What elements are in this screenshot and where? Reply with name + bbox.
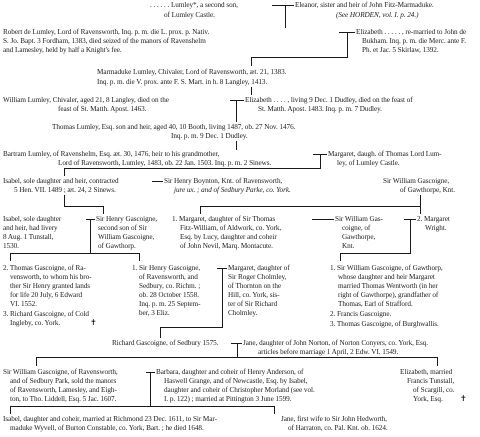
descent-line xyxy=(237,343,238,358)
bartram-lumley-line-1: Bartram Lumley, of Ravenshelm, Esq. æt. 30, 1476, heir to his grandmother, xyxy=(3,150,220,158)
descent-line xyxy=(236,141,237,150)
sir-william-gascoigne-line-1: Sir William Gascoigne, xyxy=(383,177,450,185)
robert-lumley-line-2: S. Jo. Bapt. 3 Fordham, 1383, died seized of the manors of Ravenshelm xyxy=(3,37,206,45)
elizabeth-wife-line-1: Elizabeth . . . . . , re-married to John de xyxy=(356,28,467,36)
margaret-lumley-line-2: ley, of Lumley Castle. xyxy=(337,159,400,167)
sir-william-gascoigne-2-line-2: coigne, of xyxy=(342,224,371,232)
isabel-wyvell-line-1: Isabel, daughter and coheir, married at Richmond 23 Dec. 1611, to Sir Mar- xyxy=(3,415,217,423)
descent-line xyxy=(36,357,438,358)
thomas-gascoigne-line-3: ther Sir Henry granted lands xyxy=(10,282,91,290)
marriage-line xyxy=(272,5,294,6)
descent-line xyxy=(285,5,286,28)
descent-line xyxy=(64,206,104,207)
sir-henry-line-2: second son of Sir xyxy=(98,224,147,232)
sir-henry-gascoigne-line-6: ber, 3 Eliz. xyxy=(139,309,170,317)
descent-line xyxy=(139,253,140,261)
descent-line xyxy=(36,357,37,366)
margaret-cholmley-line-4: Hill, co. York, sis- xyxy=(228,291,280,299)
cross-icon: ✝ xyxy=(90,318,97,327)
descent-line xyxy=(222,268,223,328)
sir-william-gawthorp-line-4: right of Gawthorpe), grandfather of xyxy=(338,291,439,299)
thomas-gascoigne-burghwallis: 3. Thomas Gascoigne, of Burghwallis. xyxy=(330,320,439,328)
sir-william-gawthorp-line-5: Thomas, Earl of Strafford. xyxy=(338,300,413,308)
elizabeth-tunstall-line-2: Francis Tunstall, xyxy=(407,377,455,385)
margaret-fitzwilliam-line-3: Esq. by Lucy, daughter and coheir xyxy=(180,233,277,241)
margaret-cholmley-line-2: Sir Roger Cholmley, xyxy=(228,273,287,281)
boynton-line-1: Sir Henry Boynton, Knt. of Ravensworth, xyxy=(164,177,283,185)
descent-line xyxy=(90,219,91,254)
descent-line xyxy=(320,154,321,168)
sir-henry-line-4: of Gawthorp. xyxy=(98,242,136,250)
descent-line xyxy=(236,100,237,122)
margaret-lumley-line-1: Margaret, daugh. of Thomas Lord Lum- xyxy=(328,150,442,158)
margaret-fitzwilliam-line-4: of John Nevil, Marq. Montacute. xyxy=(180,242,273,250)
isabel-line-2: 5 Hen. VII. 1489 ; æt. 24, 2 Sinews. xyxy=(14,186,116,194)
lumley-entry: . . . . . . Lumley*, a second son, xyxy=(150,1,238,9)
jane-hedworth-line-1: Jane, first wife to Sir John Hedworth, xyxy=(281,415,387,423)
descent-line xyxy=(347,32,348,57)
margaret-fitzwilliam-line-2: Fitz-William, of Aldwork, co. York, xyxy=(180,224,282,232)
margaret-cholmley-line-5: ter of Sir Richard xyxy=(228,300,278,308)
sir-william-gascoigne-2-line-4: Knt. xyxy=(342,242,355,250)
horden-reference: (See HORDEN, vol. I. p. 24.) xyxy=(336,11,419,19)
descent-line xyxy=(251,57,252,66)
sir-henry-gascoigne-line-1: 1. Sir Henry Gascoigne, xyxy=(132,264,201,272)
sir-william-gascoigne-line-2: of Gawthorpe, Knt. xyxy=(400,186,455,194)
sir-william-gawthorp-line-3: married Thomas Wentworth (in her xyxy=(338,282,438,290)
descent-line xyxy=(200,206,421,207)
descent-line xyxy=(10,253,140,254)
margaret-cholmley-line-1: Margaret, daughter of xyxy=(228,264,290,272)
sir-william-ravensworth-line-4: ton, to Tho. Liddell, Esq. 5 Jac. 1607. xyxy=(10,395,117,403)
thomas-gascoigne-line-2: vensworth, to whom his bro- xyxy=(10,273,92,281)
isabel-heir-line-2: and heir, had livery xyxy=(3,224,58,232)
marriage-line xyxy=(152,181,163,182)
descent-line xyxy=(10,406,11,414)
isabel-heir-line-3: 8 Aug. 1 Tunstall, xyxy=(3,233,54,241)
sir-william-ravensworth-line-2: and of Sedbury Park, sold the manors xyxy=(10,377,117,385)
descent-line xyxy=(437,357,438,366)
richard-gascoigne-sedbury: Richard Gascoigne, of Sedbury 1575. xyxy=(112,339,219,347)
descent-line xyxy=(103,206,104,214)
jane-norton-line-2: articles before marriage 1 April, 2 Edw. VI. 1549. xyxy=(258,348,399,356)
isabel-heir-line-1: Isabel, sole daughter xyxy=(3,215,62,223)
sir-william-gawthorp-line-1: 1. Sir William Gascoigne, of Gawthorp, xyxy=(330,264,443,272)
jane-hedworth-line-2: of Harraton, co. Pal. Knt. ob. 1624. xyxy=(288,424,388,432)
descent-line xyxy=(10,406,275,407)
richard-gascoigne-line-1: 3. Richard Gascoigne, of Cold xyxy=(3,310,89,318)
boynton-line-2: jure ux. ; and of Sedbury Parke, co. York. xyxy=(174,186,291,194)
sir-henry-line-3: William Gascoigne, xyxy=(98,233,155,241)
cross-icon: ✝ xyxy=(460,394,467,403)
descent-line xyxy=(420,206,421,214)
descent-line xyxy=(340,253,341,261)
sir-henry-gascoigne-line-4: ob. 28 October 1558. xyxy=(139,291,199,299)
sir-william-gascoigne-2-line-1: Sir William Gas- xyxy=(335,215,383,223)
margaret-fitzwilliam-line-1: 1. Margaret, daughter of Sir Thomas xyxy=(172,215,276,223)
thomas-lumley-line-2: Inq. p. m. 9 Dec. 1 Dudley. xyxy=(171,132,248,140)
robert-lumley-line-1: Robert de Lumley, Lord of Ravensworth, Inq. p. m. die L. prox. p. Nativ. xyxy=(3,28,210,36)
elizabeth-tunstall-line-4: York, Esq. xyxy=(413,395,443,403)
isabel-line-1: Isabel, sole daughter and heir, contracted xyxy=(3,177,119,185)
jane-norton-line-1: Jane, daughter of John Norton, of Norton Conyers, co. York, Esq. xyxy=(243,339,429,347)
descent-line xyxy=(251,87,252,95)
descent-line xyxy=(251,57,348,58)
descent-line xyxy=(64,168,65,176)
william-lumley-line-1: William Lumley, Chivaler, aged 21, 8 Langley, died on the xyxy=(3,96,169,104)
sir-henry-gascoigne-line-5: Inq. p. m. 25 Septem- xyxy=(139,300,201,308)
bartram-lumley-line-2: Lord of Ravensworth, Lumley, 1483, ob. 22 Jan. 1503. Inq. p. m. 2 Sinews. xyxy=(58,159,272,167)
margaret-wright-line-1: 2. Margaret xyxy=(417,215,450,223)
sir-henry-gascoigne-line-2: of Ravensworth, and xyxy=(139,273,198,281)
barbara-anderson-line-1: Barbara, daughter and coheir of Henry Anderson, of xyxy=(156,368,304,376)
descent-line xyxy=(150,372,151,407)
elizabeth-2-line-1: Elizabeth . . . . , living 9 Dec. 1 Dudley, died on the feast of xyxy=(245,96,413,104)
margaret-wright-line-2: Wright. xyxy=(425,224,447,232)
elizabeth-wife-line-2: Bukham. Inq. p. m. die Merc. ante F. xyxy=(362,37,467,45)
margaret-cholmley-line-6: Cholmley. xyxy=(228,309,258,317)
descent-line xyxy=(410,219,411,254)
sir-william-ravensworth-line-3: of Ravensworth, Lamesley, and Eigh- xyxy=(10,386,117,394)
elizabeth-tunstall-line-1: Elizabeth, married xyxy=(400,368,453,376)
sir-henry-line-1: Sir Henry Gascoigne, xyxy=(96,215,158,223)
sir-william-ravensworth-line-1: Sir William Gascoigne, of Ravensworth, xyxy=(3,368,118,376)
sir-william-gawthorp-line-2: whose daughter and heir Margaret xyxy=(338,273,435,281)
thomas-gascoigne-line-4: for life 20 July, 6 Edward xyxy=(10,291,83,299)
thomas-gascoigne-line-5: VI. 1552. xyxy=(10,300,37,308)
william-lumley-line-2: feast of St. Matth. Apost. 1463. xyxy=(58,105,147,113)
thomas-lumley-line-1: Thomas Lumley, Esq. son and heir, aged 40, 10 Booth, living 1487, ob. 27 Nov. 1476. xyxy=(52,123,296,131)
robert-lumley-line-3: and Lamesley, held by half a Knight's fee. xyxy=(3,46,122,54)
barbara-anderson-line-3: daughter and coheir of Christopher Morland (see vol. xyxy=(164,386,315,394)
barbara-anderson-line-2: Haswell Grange, and of Newcastle, Esq. by Isabel, xyxy=(164,377,308,385)
elizabeth-wife-line-3: Ph. et Jac. 5 Skirlaw, 1392. xyxy=(362,46,439,54)
isabel-wyvell-line-2: maduke Wyvell, of Burton Constable, co. York, Bart. ; he died 1648. xyxy=(10,424,204,432)
descent-line xyxy=(10,253,11,261)
isabel-heir-line-4: 1530. xyxy=(3,242,19,250)
sir-henry-gascoigne-line-3: Sedbury, co. Richm. ; xyxy=(139,282,201,290)
eleanor-entry: Eleanor, sister and heir of John Fitz-Marmaduke. xyxy=(295,1,434,9)
descent-line xyxy=(160,327,223,328)
sir-william-gascoigne-2-line-3: Gawthorpe, xyxy=(342,233,376,241)
marriage-line xyxy=(312,219,334,220)
descent-line xyxy=(274,406,275,414)
lumley-castle-note: of Lumley Castle. xyxy=(164,11,215,19)
elizabeth-tunstall-line-3: of Scargill, co. xyxy=(413,386,455,394)
margaret-cholmley-line-3: of Thornton on the xyxy=(228,282,282,290)
marriage-line xyxy=(230,100,244,101)
marmaduke-line-2: Inq. p. m. die V. prox. ante F. S. Mart. in h. 8 Langley, 1413. xyxy=(97,78,268,86)
richard-gascoigne-line-2: Ingleby, co. York. xyxy=(10,319,61,327)
barbara-anderson-line-4: I. p. 122) ; married at Pittington 3 June 1599. xyxy=(164,395,292,403)
descent-line xyxy=(200,206,201,214)
thomas-gascoigne-line-1: 2. Thomas Gascoigne, of Ra- xyxy=(3,264,86,272)
marmaduke-line-1: Marmaduke Lumley, Chivaler, Lord of Ravensworth, æt. 21, 1383. xyxy=(97,68,287,76)
descent-line xyxy=(64,168,321,169)
descent-line xyxy=(340,253,411,254)
elizabeth-2-line-2: St. Matth. Apost. 1483. Inq. p. m. 7 Dudley. xyxy=(258,105,382,113)
descent-line xyxy=(160,327,161,338)
francis-gascoigne: 2. Francis Gascoigne. xyxy=(330,310,392,318)
